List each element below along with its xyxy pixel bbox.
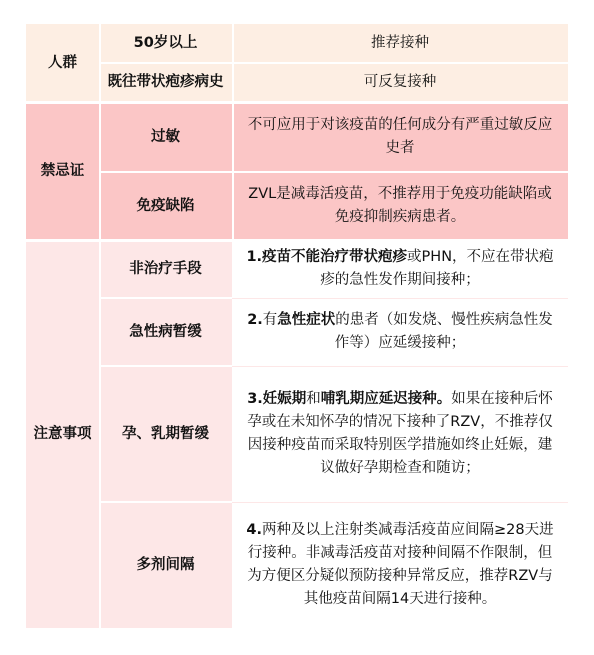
row-content-allergy: 不可应用于对该疫苗的任何成分有严重过敏反应史者 xyxy=(232,102,568,172)
divider xyxy=(232,24,234,240)
body-text: 的患者（如发烧、慢性疾病急性发作等）应延缓接种； xyxy=(334,312,553,351)
row-content-acute-illness xyxy=(232,298,568,366)
body-text: 两种及以上注射类减毒活疫苗应间隔≥28天进行接种。非减毒活疫苗对接种间隔不作限制，但为方便区分疑似预防接种异常反应，推荐RZV与其他疫苗间隔14天进行接种。 xyxy=(247,522,554,607)
body-text: 和 xyxy=(306,391,321,407)
item-number: 4. xyxy=(246,522,262,538)
divider xyxy=(232,366,568,367)
divider xyxy=(26,239,568,242)
vaccine-info-table xyxy=(26,24,568,628)
emphasis-text: 妊娠期 xyxy=(262,391,307,407)
divider xyxy=(99,501,232,503)
group-header-precautions: 注意事项 xyxy=(26,240,99,628)
divider xyxy=(232,298,568,299)
row-label-dose-interval: 多剂间隔 xyxy=(99,502,232,628)
body-text: 有 xyxy=(262,312,278,328)
group-header-contraindications: 禁忌证 xyxy=(26,102,99,240)
row-label-not-treatment: 非治疗手段 xyxy=(99,240,232,298)
divider xyxy=(99,171,568,173)
divider xyxy=(99,62,568,64)
divider xyxy=(99,365,232,367)
row-content-not-treatment xyxy=(232,240,568,298)
row-content-age: 推荐接种 xyxy=(232,24,568,63)
row-label-age: 50岁以上 xyxy=(99,24,232,63)
divider xyxy=(232,502,568,503)
row-content-pregnancy xyxy=(232,366,568,502)
body-text: 如果在接种后怀孕或在未知怀孕的情况下接种了RZV，不推荐仅因接种疫苗而采取特别医学措施如终止妊娠，建议做好孕期检查和随访； xyxy=(247,391,553,476)
emphasis-text: 急性症状 xyxy=(277,312,336,328)
divider xyxy=(99,24,101,628)
row-label-acute-illness: 急性病暂缓 xyxy=(99,298,232,366)
row-label-immunodeficiency: 免疫缺陷 xyxy=(99,172,232,240)
group-header-population: 人群 xyxy=(26,24,99,102)
body-text: 或PHN，不应在带状疱疹的急性发作期间接种； xyxy=(320,249,554,288)
emphasis-text: 哺乳期应延迟接种。 xyxy=(320,391,452,407)
item-number: 2. xyxy=(247,312,263,328)
divider xyxy=(26,101,568,104)
item-number: 3. xyxy=(247,391,263,407)
divider xyxy=(99,297,232,299)
row-content-history: 可反复接种 xyxy=(232,63,568,102)
item-number: 1. xyxy=(246,249,263,265)
emphasis-text: 疫苗不能治疗带状疱疹 xyxy=(262,249,408,265)
row-label-history: 既往带状疱疹病史 xyxy=(99,63,232,102)
row-label-pregnancy: 孕、乳期暂缓 xyxy=(99,366,232,502)
row-content-dose-interval xyxy=(232,502,568,628)
row-content-immunodeficiency: ZVL是减毒活疫苗，不推荐用于免疫功能缺陷或免疫抑制疾病患者。 xyxy=(232,172,568,240)
row-label-allergy: 过敏 xyxy=(99,102,232,172)
